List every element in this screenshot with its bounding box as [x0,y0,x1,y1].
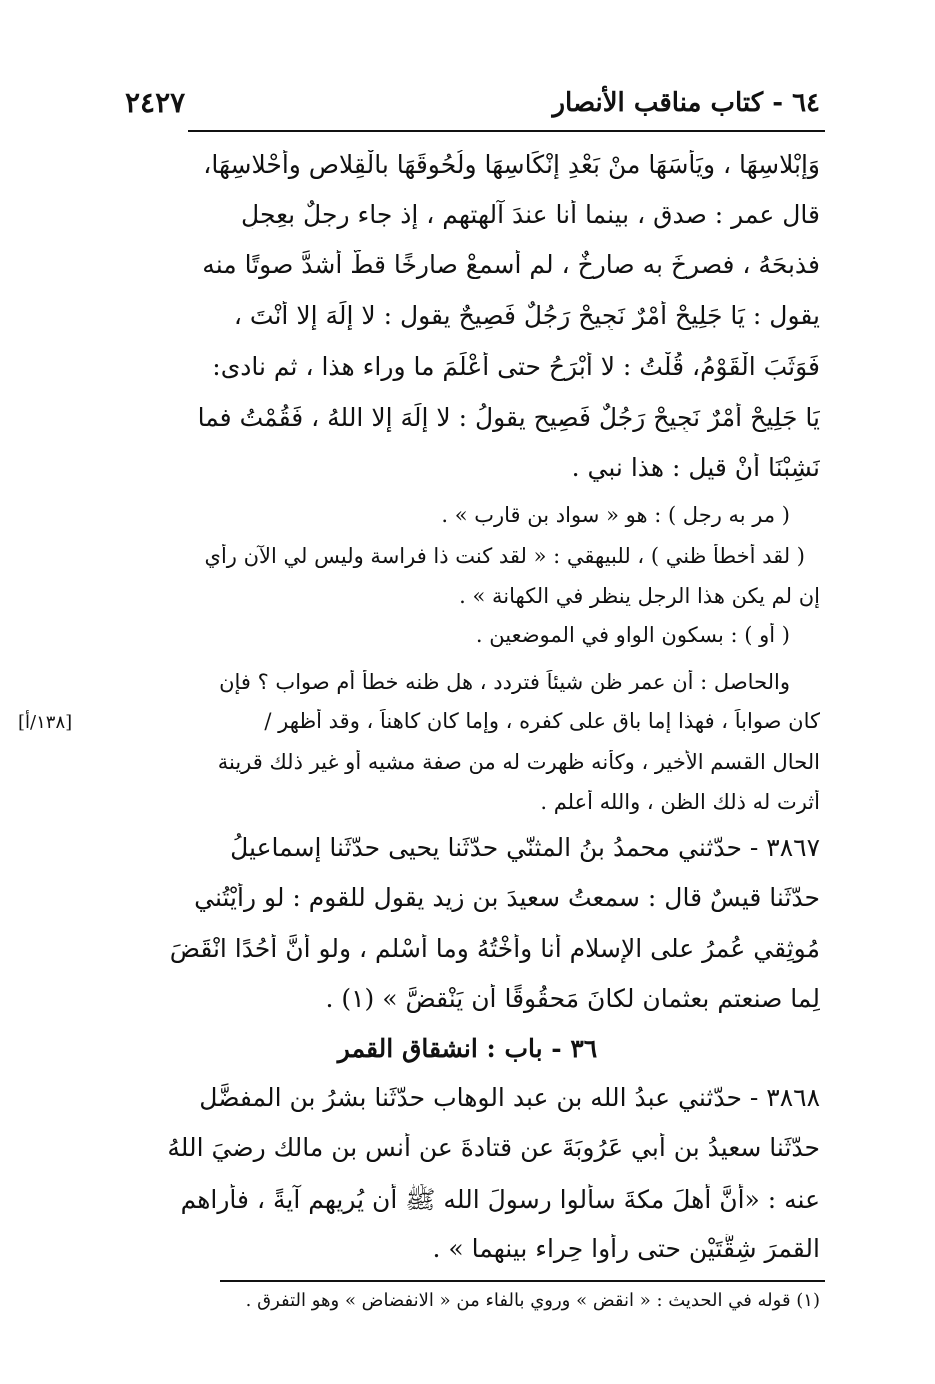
hadith-line: حدّثَنا قيسٌ قال : سمعتُ سعيدَ بن زيد يقول للقوم : لو رأيْتُني [194,883,820,912]
commentary-line: أثرت له ذلك الظن ، والله أعلم . [540,790,820,814]
hadith-line: ٣٨٦٨ - حدّثني عبدُ الله بن عبد الوهاب حدّثَنا بشرُ بن المفضَّل [199,1083,820,1112]
hadith-line: ٣٨٦٧ - حدّثني محمدُ بنُ المثنّي حدّثَنا يحيى حدّثَنا إسماعيلُ [230,833,820,862]
hadith-line: لِما صنعتم بعثمان لكانَ مَحقُوقًا أن يَنْقضَّ » (١) . [325,984,820,1013]
text-line: فذبحَهُ ، فصرخَ به صارخٌ ، لم أسمعْ صارخًا قطُّ أشدَّ صوتًا منه [202,250,820,279]
text-line: يَا جَلِيحْ أَمْرٌ نَجِيحْ رَجُلٌ فَصِيح يقولُ : لا إلَهَ إلا اللهُ ، فَقُمْتُ فما [197,403,820,432]
text-line: يقول : يَا جَلِيحْ أمْرٌ نَجِيحْ رَجُلٌ فَصِيحٌ يقول : لا إلَهَ إلا أنْتَ ، [233,301,820,330]
page-header-title: ٦٤ - كتاب مناقب الأنصار [552,88,820,118]
footnote-rule [220,1280,825,1282]
hadith-line: عنه : «أنَّ أهلَ مكةَ سألوا رسولَ الله ﷺ أن يُريهم آيةً ، فأراهم [180,1185,820,1214]
commentary-line: ( مر به رجل ) : هو « سواد بن قارب » . [441,503,790,527]
chapter-heading: ٣٦ - باب : انشقاق القمر [337,1034,598,1063]
text-line: نَشِبْنَا أَنْ قيل : هذا نبي . [571,453,820,482]
hadith-line: حدّثَنا سعيدُ بن أبي عَرُوبَةَ عن قتادةَ عن أَنسِ بن مالك رضيَ اللهُ [167,1133,820,1162]
header-rule [188,130,825,132]
footnote: (١) قوله في الحديث : « انقض » وروي بالفاء من « الانفضاض » وهو التفرق . [245,1290,820,1311]
hadith-line: القمرَ شِقَّتَيْنِ حتى رأوا حِراء بينهما » . [432,1234,820,1263]
commentary-line: الحال القسم الأخير ، وكأنه ظهرت له من صفة مشيه أو غير ذلك قرينة [217,750,820,774]
commentary-line: ( لقد أخطأ ظني ) ، للبيهقي : « لقد كنت ذا فراسة وليس لي الآن رأي [204,544,805,568]
hadith-line: مُوثِقي عُمرُ على الإسلام أنا وأُخْتُهُ وما أَسْلم ، ولو أَنَّ أُحُدًا انْقَضَ [169,934,820,963]
text-line: وَإِبْلاسِهَا ، ويَأْسَهَا منْ بَعْدِ إنْكَاسِهَا ولُحُوقَهَا بالْقِلاصِ وأَحْلاسِهَا، [203,150,820,179]
commentary-line: ( أو ) : بسكون الواو في الموضعين . [475,623,790,647]
commentary-line: إن لم يكن هذا الرجل ينظر في الكهانة » . [459,584,820,608]
page-number: ٢٤٢٧ [125,86,186,119]
commentary-line: والحاصل : أن عمر ظن شيئاً فتردد ، هل ظنه خطأ أم صواب ؟ فإن [219,670,790,694]
commentary-line: كان صواباً ، فهذا إما باق على كفره ، وإما كان كاهناً ، وقد أظهر / [264,709,820,733]
text-line: فَوَثَبَ الْقَوْمُ، قُلْتُ : لا أَبْرَحُ حتى أَعْلَمَ ما وراء هذا ، ثم نادى: [212,352,820,381]
text-line: قال عمر : صدق ، بينما أنا عندَ آلهتهم ، إذ جاء رجلٌ بعِجلٍ [241,200,820,229]
margin-folio-reference: [١٣٨/أ] [18,712,73,733]
